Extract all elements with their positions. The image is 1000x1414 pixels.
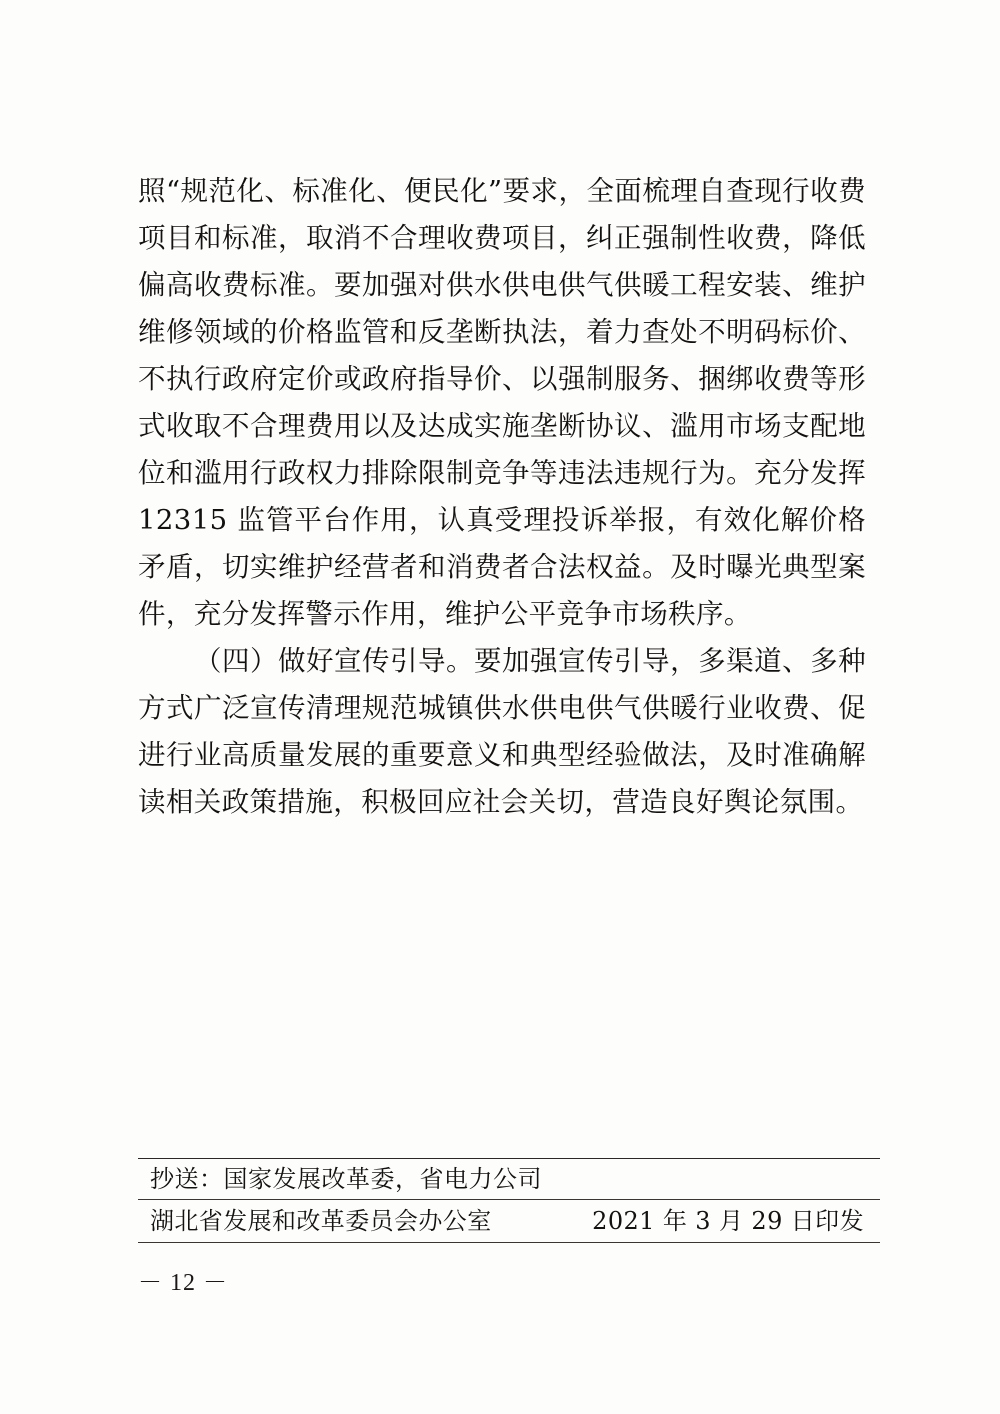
paragraph-continued: 照“规范化、标准化、便民化”要求，全面梳理自查现行收费项目和标准，取消不合理收费项目，纠正强制性收费，降低偏高收费标准。要加强对供水供电供气供暖工程安装、维护维修领域的价格监管和反垄断执法，着力查处不明码标价、不执行政府定价或政府指导价、以强制服务、捆绑收费等形式收取不合理费用以及达成实施垄断协议、滥用市场支配地位和滥用行政权力排除限制竞争等违法违规行为。充分发挥 12315 监管平台作用，认真受理投诉举报，有效化解价格矛盾，切实维护经营者和消费者合法权益。及时曝光典型案件，充分发挥警示作用，维护公平竞争市场秩序。: [138, 175, 866, 630]
document-footer: [138, 1158, 880, 1243]
paragraph-item-four: （四）做好宣传引导。要加强宣传引导，多渠道、多种方式广泛宣传清理规范城镇供水供电供气供暖行业收费、促进行业高质量发展的重要意义和典型经验做法，及时准确解读相关政策措施，积极回应社会关切，营造良好舆论氛围。: [138, 645, 866, 818]
page-number: － 12 －: [138, 1270, 228, 1296]
footer-bottom-rule: [138, 1242, 880, 1243]
document-body: [138, 168, 866, 826]
footer-issuer: 湖北省发展和改革委员会办公室: [150, 1207, 492, 1235]
footer-issue-date: 2021 年 3 月 29 日印发: [592, 1207, 864, 1235]
footer-issuer-row: [138, 1200, 880, 1242]
footer-cc-line: 抄送：国家发展改革委，省电力公司: [150, 1165, 542, 1193]
